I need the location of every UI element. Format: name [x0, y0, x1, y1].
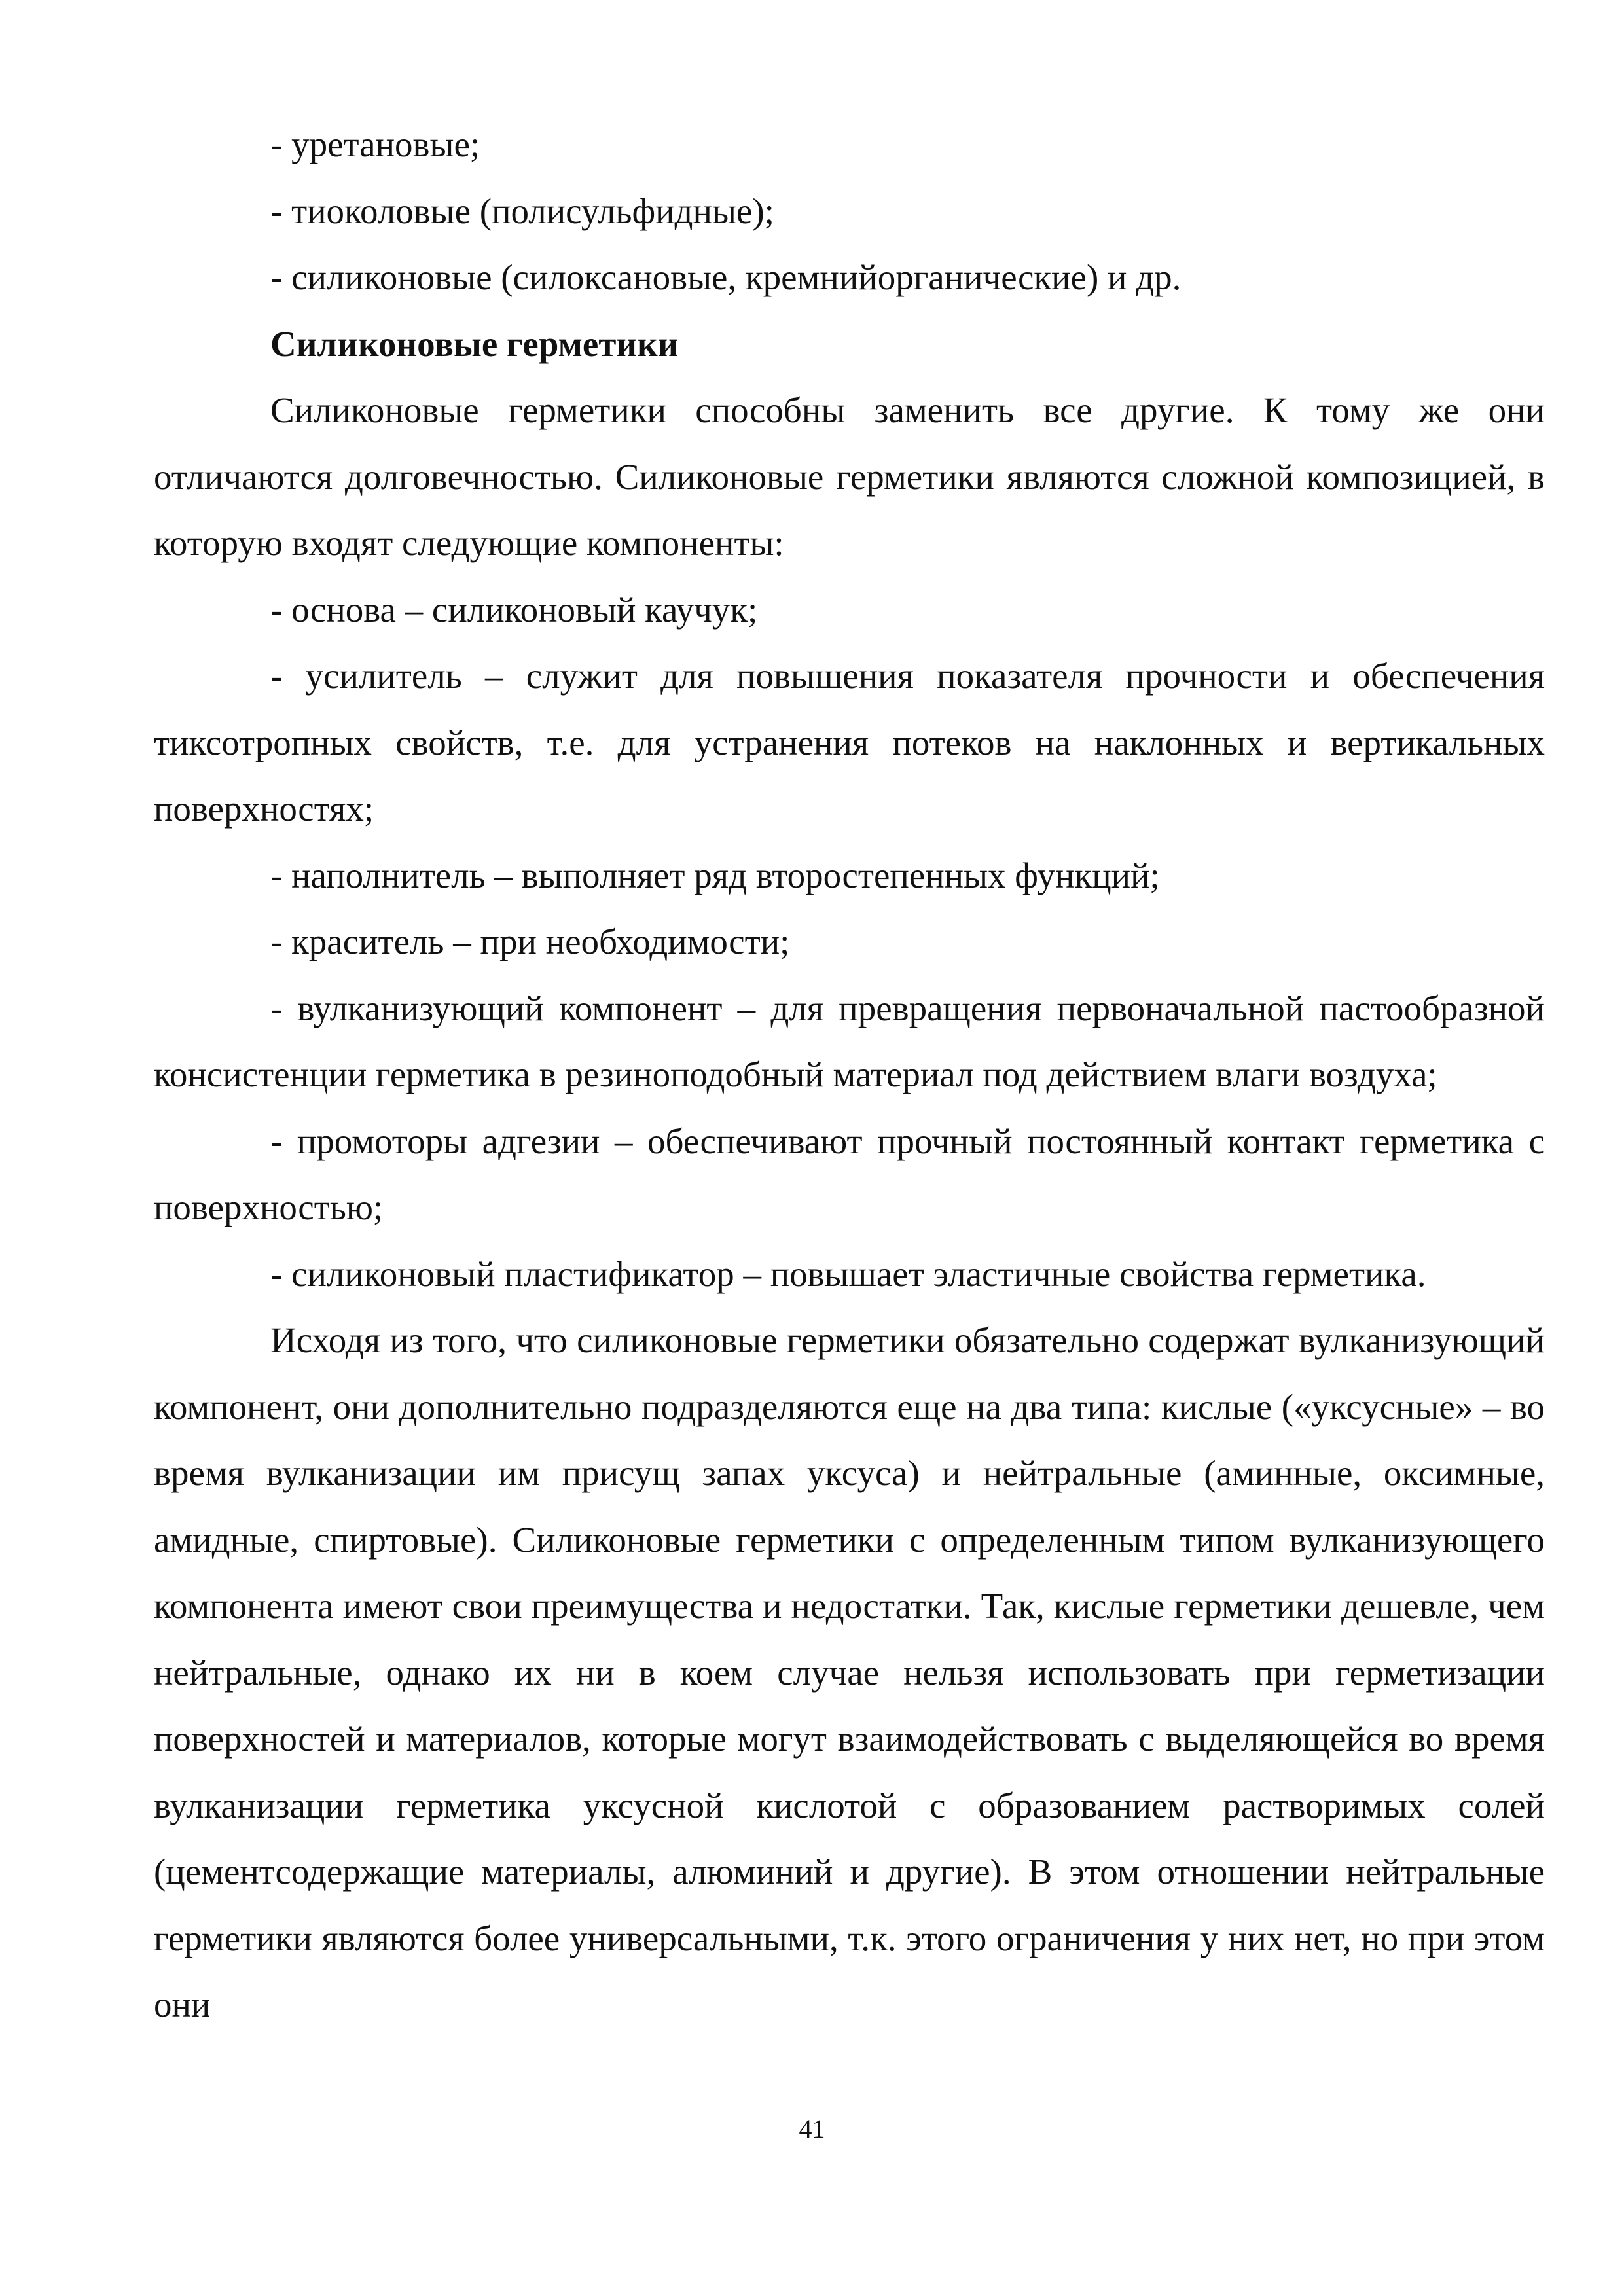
component-base: - основа – силиконовый каучук; [270, 589, 758, 630]
component-filler: - наполнитель – выполняет ряд второстепенных функций; [270, 855, 1160, 895]
intro-paragraph: Силиконовые герметики способны заменить все другие. К тому же они отличаются долговечностью. Силиконовые герметики являются сложной композицией, в которую входят следующие компоненты: [154, 390, 1545, 563]
page-text [154, 111, 1545, 2038]
list-item-silicone: - силиконовые (силоксановые, кремнийорганические) и др. [270, 257, 1182, 297]
list-item-urethane: - уретановые; [270, 124, 480, 164]
component-adhesion: - промоторы адгезии – обеспечивают прочный постоянный контакт герметика с поверхностью; [154, 1121, 1545, 1227]
section-heading: Силиконовые герметики [270, 323, 679, 364]
component-vulcanizing: - вулканизующий компонент – для превращения первоначальной пастообразной консистенции герметика в резиноподобный материал под действием влаги воздуха; [154, 988, 1545, 1094]
list-item-thiokol: - тиоколовые (полисульфидные); [270, 190, 774, 231]
conclusion-paragraph: Исходя из того, что силиконовые герметики обязательно содержат вулканизующий компонент, они дополнительно подразделяются еще на два типа: кислые («уксусные» – во время вулканизации им присущ запах уксуса) и нейтральные (аминные, оксимные, амидные, спиртовые). Силиконовые герметики с определенным типом вулканизующего компонента имеют свои преимущества и недостатки. Так, кислые герметики дешевле, чем нейтральные, однако их ни в коем случае нельзя использовать при герметизации поверхностей и материалов, которые могут взаимодействовать с выделяющейся во время вулканизации герметика уксусной кислотой с образованием растворимых солей (цементсодержащие материалы, алюминий и другие). В этом отношении нейтральные герметики являются более универсальными, т.к. этого ограничения у них нет, но при этом они [154, 1320, 1545, 2024]
component-dye: - краситель – при необходимости; [270, 922, 790, 961]
component-amplifier: - усилитель – служит для повышения показателя прочности и обеспечения тиксотропных свойств, т.е. для устранения потеков на наклонных и вертикальных поверхностях; [154, 656, 1545, 829]
component-plasticizer: - силиконовый пластификатор – повышает эластичные свойства герметика. [270, 1253, 1426, 1294]
page-number: 41 [799, 2114, 825, 2144]
